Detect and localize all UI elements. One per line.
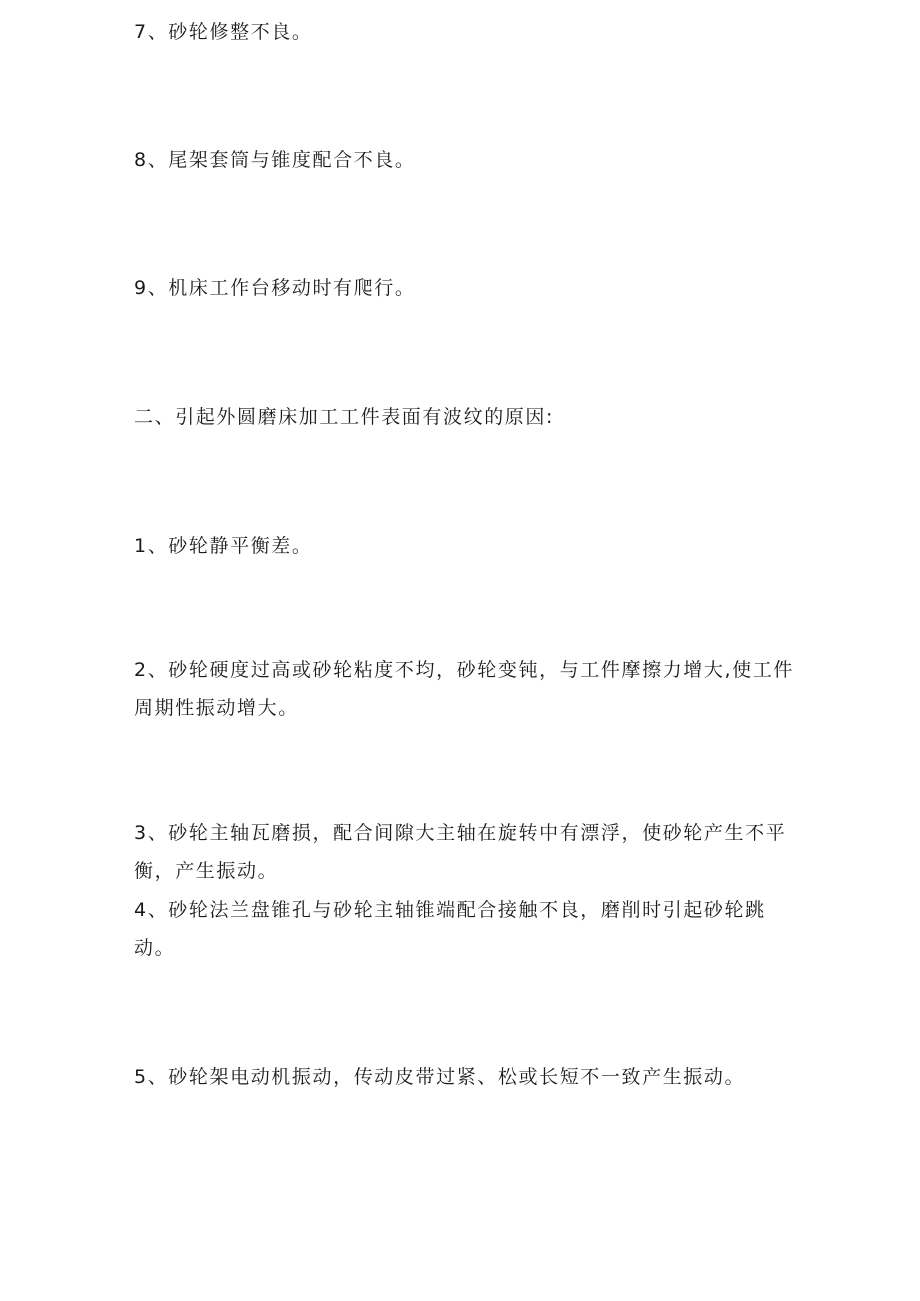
paragraph-item-1: 1、砂轮静平衡差。 (134, 535, 313, 557)
paragraph-item-3: 3、砂轮主轴瓦磨损，配合间隙大主轴在旋转中有漂浮，使砂轮产生不平衡，产生振动。 (134, 822, 787, 882)
paragraph-item-4: 4、砂轮法兰盘锥孔与砂轮主轴锥端配合接触不良，磨削时引起砂轮跳动。 (134, 899, 766, 959)
section-heading-2: 二、引起外圆磨床加工工件表面有波纹的原因: (134, 406, 555, 428)
paragraph-item-8: 8、尾架套筒与锥度配合不良。 (134, 149, 416, 171)
paragraph-item-9: 9、机床工作台移动时有爬行。 (134, 277, 416, 299)
paragraph-item-5: 5、砂轮架电动机振动，传动皮带过紧、松或长短不一致产生振动。 (134, 1066, 746, 1088)
paragraph-item-2: 2、砂轮硬度过高或砂轮粘度不均，砂轮变钝，与工件摩擦力增大,使工件周期性振动增大。 (134, 659, 794, 719)
paragraph-item-7: 7、砂轮修整不良。 (134, 21, 313, 43)
